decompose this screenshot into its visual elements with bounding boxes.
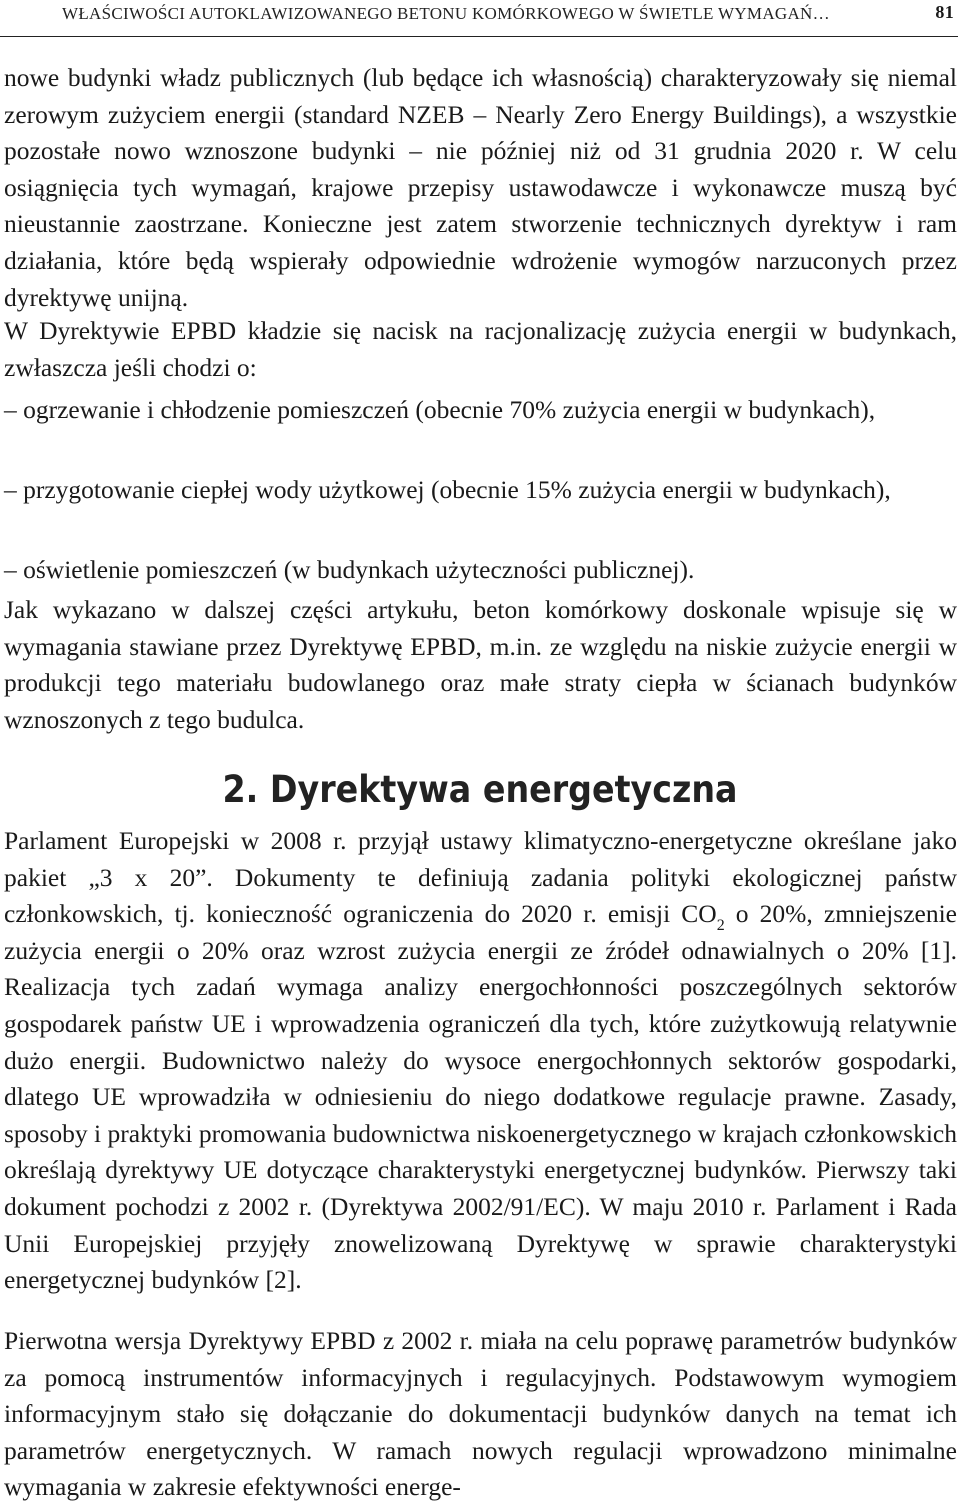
page-number: 81 [935,2,954,22]
list-item: – przygotowanie ciepłej wody użytkowej (obecnie 15% zużycia energii w budynkach), [4,475,891,504]
paragraph-4-end: o 20%, zmniejszenie zużycia energii o 20% oraz wzrost zużycia energii ze źródeł odnawialnych o 20% [1]. Realizacja tych zadań wymaga analizy energochłonności poszczególnych sektorów gospodarek państw UE i wprowadzenia ograniczeń dla tych, które zużytkowują relatywnie dużo energii. Budownictwo należy do wysoce energochłonnych sektorów gospodarki, dlatego UE wprowadziła w odniesieniu do niego dodatkowe regulacje prawne. Zasady, sposoby i praktyki promowania budownictwa niskoenergetycznego w krajach członkowskich określają dyrektywy UE dotyczące charakterystyki energetycznej budynków. Pierwszy taki dokument pochodzi z 2002 r. (Dyrektywa 2002/91/EC). W maju 2010 r. Parlament i Rada Unii Europejskiej przyjęły znowelizowaną Dyrektywę w sprawie charakterystyki energetycznej budynków [2]. [4,899,957,1295]
co2-subscript: 2 [716,917,725,935]
running-title: WŁAŚCIWOŚCI AUTOKLAWIZOWANEGO BETONU KOMÓRKOWEGO W ŚWIETLE WYMAGAŃ… [62,4,830,23]
paragraph-4 [4,823,957,1299]
list-item: – oświetlenie pomieszczeń (w budynkach użyteczności publicznej). [4,555,695,584]
paragraph-4-start: Parlament Europejski w 2008 r. przyjął ustawy klimatyczno-energetyczne określane jako pakiet „3 x 20”. Dokumenty te definiują zadania polityki ekologicznej państw członkowskich, tj. konieczność ograniczenia do 2020 r. emisji CO [4,826,957,929]
paragraph-1: nowe budynki władz publicznych (lub będące ich własnością) charakteryzowały się niemal zerowym zużyciem energii (standard NZEB – Nearly Zero Energy Buildings), a wszystkie pozostałe nowo wznoszone budynki – nie później niż od 31 grudnia 2020 r. W celu osiągnięcia tych wymagań, krajowe przepisy ustawodawcze i wykonawcze muszą być nieustannie zaostrzane. Konieczne jest zatem stworzenie technicznych dyrektyw i ram działania, które będą wspierały odpowiednie wdrożenie wymogów narzuconych przez dyrektywę unijną. [4,63,957,312]
paragraph-2: W Dyrektywie EPBD kładzie się nacisk na racjonalizację zużycia energii w budynkach, zwłaszcza jeśli chodzi o: [4,316,957,382]
paragraph-3: Jak wykazano w dalszej części artykułu, beton komórkowy doskonale wpisuje się w wymagania stawiane przez Dyrektywę EPBD, m.in. ze względu na niskie zużycie energii w produkcji tego materiału budowlanego oraz małe straty ciepła w ścianach budynków wznoszonych z tego budulca. [4,595,957,734]
section-heading: 2. Dyrektywa energetyczna [222,768,738,811]
paragraph-5: Pierwotna wersja Dyrektywy EPBD z 2002 r. miała na celu poprawę parametrów budynków za pomocą instrumentów informacyjnych i regulacyjnych. Podstawowym wymogiem informacyjnym stało się dołączanie do dokumentacji budynków danych na temat ich parametrów energetycznych. W ramach nowych regulacji wprowadzono minimalne wymagania w zakresie efektywności energe- [4,1326,957,1502]
running-header [0,0,958,37]
list-item: – ogrzewanie i chłodzenie pomieszczeń (obecnie 70% zużycia energii w budynkach), [4,395,876,424]
